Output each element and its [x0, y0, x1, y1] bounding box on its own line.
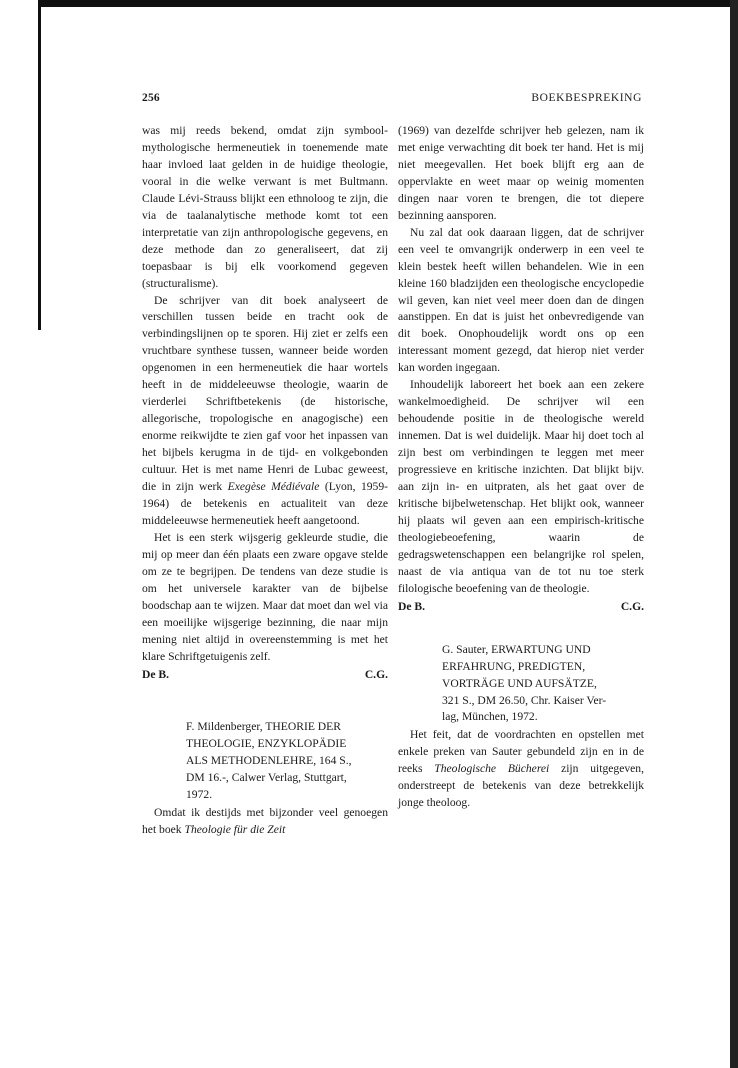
book-ref-line: F. Mildenberger, THEORIE DER — [186, 720, 341, 734]
book-reference — [398, 642, 644, 727]
scan-border-top — [38, 0, 738, 7]
paragraph-text: (Lyon, 1959-1964) de betekenis en actualiteit van deze middeleeuwse hermeneutiek heeft aangetoond. — [142, 480, 389, 527]
paragraph-text: Het feit, dat de voordrachten en opstellen met enkele preken van Sauter gebundeld zijn en in de reeks — [398, 728, 644, 776]
paragraph-text: zijn uitgegeven, onderstreept de betekenis van deze betrekkelijk jonge theoloog. — [398, 762, 644, 810]
signature-author: C.G. — [364, 667, 388, 681]
paragraph: Inhoudelijk laboreert het boek aan een zekere wankelmoedigheid. De schrijver wil een behoudende positie in de theologische wereld innemen. Dat is wel duidelijk. Maar hij doet toch al zijn best om verbindingen te leggen met meer progressieve en kritische inzichten. Dat blijkt bijv. aan zijn in- en uitpraten, als het gaat over de kritische bijbelwetenschap. Het blijkt ook, wanneer hij plaats wil geven aan een empirisch-kritische theologiebeoefening, waarin de gedragswetenschappen een belangrijke rol spelen, naast de via antiqua van de tot nu toe sterk filologische beoefening van de theologie. — [398, 378, 644, 595]
scan-border-right — [730, 0, 738, 1068]
book-reference — [142, 719, 388, 804]
review-signature — [142, 667, 388, 684]
cited-title: Theologische Bücherei — [434, 762, 550, 776]
book-ref-line: ALS METHODENLEHRE, 164 S., — [186, 754, 352, 768]
section-gap — [398, 616, 644, 642]
paragraph: (1969) van dezelfde schrijver heb gelezen, nam ik met enige verwachting dit boek ter hand. Het is mij niet meegevallen. Het boek blijft erg aan de oppervlakte en weet maar op weinig momenten dingen naar voren te brengen, die tot diepere bezinning aansporen. — [398, 124, 644, 222]
paragraph: Het is een sterk wijsgerig gekleurde studie, die mij op meer dan één plaats een zware opgave stelde om ze te begrijpen. De tendens van deze studie is om het universele karakter van de bijbelse boodschap aan te wijzen. Maar dat moet dan wel via een moeilijke wijsgerige bezinning, die naar mijn mening niet altijd in overeenstemming is met het klare Schriftgetuigenis zelf. — [142, 530, 388, 663]
page-number: 256 — [142, 92, 160, 104]
cited-title: Theologie für die Zeit — [184, 823, 286, 837]
paragraph-text: De schrijver van dit boek analyseert de verschillen tussen beide en tracht ook de verbindingslijnen op te sporen. Hij ziet er zelfs een vruchtbare synthese tussen, wanneer beide worden opgenomen in een hermeneutiek die haar wortels heeft in de middeleeuwse theologie, waarin de vierderlei Schriftbetekenis (de historische, allegorische, tropologische en anagogische) een enorme reikwijdte te zien gaf voor het inpassen van het bijbels kerugma in de tijd- en volkgebonden cultuur. Het is met name Henri de Lubac geweest, die in zijn werk — [142, 293, 388, 494]
scan-border-left — [38, 0, 41, 330]
book-ref-line: G. Sauter, ERWARTUNG UND — [442, 642, 591, 656]
paragraph — [142, 293, 388, 530]
running-head — [142, 92, 642, 108]
left-column — [142, 123, 388, 839]
paragraph — [142, 805, 388, 839]
right-column — [398, 123, 644, 812]
book-ref-line: lag, München, 1972. — [442, 710, 538, 724]
book-ref-line: 1972. — [186, 788, 213, 802]
section-gap — [142, 683, 388, 719]
paragraph: was mij reeds bekend, omdat zijn symbool-mythologische hermeneutiek in toenemende mate haar invloed laat gelden in de huidige theologie, vooral in die welke verwant is met Bultmann. Claude Lévi-Strauss blijkt een ethnoloog te zijn, die via de taalanalytische methode komt tot een interpretatie van zijn anthropologische gegevens, en deze methode dan zo generaliseert, dat zij toepasbaar is bij elk voorkomend gegeven (structuralisme). — [142, 124, 388, 290]
book-ref-line: ERFAHRUNG, PREDIGTEN, — [442, 659, 586, 673]
paragraph — [398, 727, 644, 812]
cited-title: Exegèse Médiévale — [227, 480, 320, 494]
paragraph: Nu zal dat ook daaraan liggen, dat de schrijver een veel te omvangrijk onderwerp in een veel te klein bestek heeft willen behandelen. Wie in een kleine 160 bladzijden een theologische encyclopedie wil geven, kan niet veel meer doen dan de dingen aanstippen. En dat is juist het onbevredigende van dit boek. Onophoudelijk wordt ons op een interessant moment gezegd, dat hierop niet verder kan worden ingegaan. — [398, 225, 644, 375]
signature-author: C.G. — [620, 599, 644, 613]
book-ref-line: 321 S., DM 26.50, Chr. Kaiser Ver- — [442, 693, 607, 707]
paragraph-text: Omdat ik destijds met bijzonder veel genoegen het boek — [142, 806, 388, 837]
signature-initials: De B. — [142, 667, 170, 681]
book-ref-line: DM 16.-, Calwer Verlag, Stuttgart, — [186, 771, 347, 785]
running-head-title: BOEKBESPREKING — [531, 92, 642, 104]
review-signature — [398, 599, 644, 616]
book-ref-line: THEOLOGIE, ENZYKLOPÄDIE — [186, 737, 347, 751]
signature-initials: De B. — [398, 599, 426, 613]
book-ref-line: VORTRÄGE UND AUFSÄTZE, — [442, 676, 597, 690]
